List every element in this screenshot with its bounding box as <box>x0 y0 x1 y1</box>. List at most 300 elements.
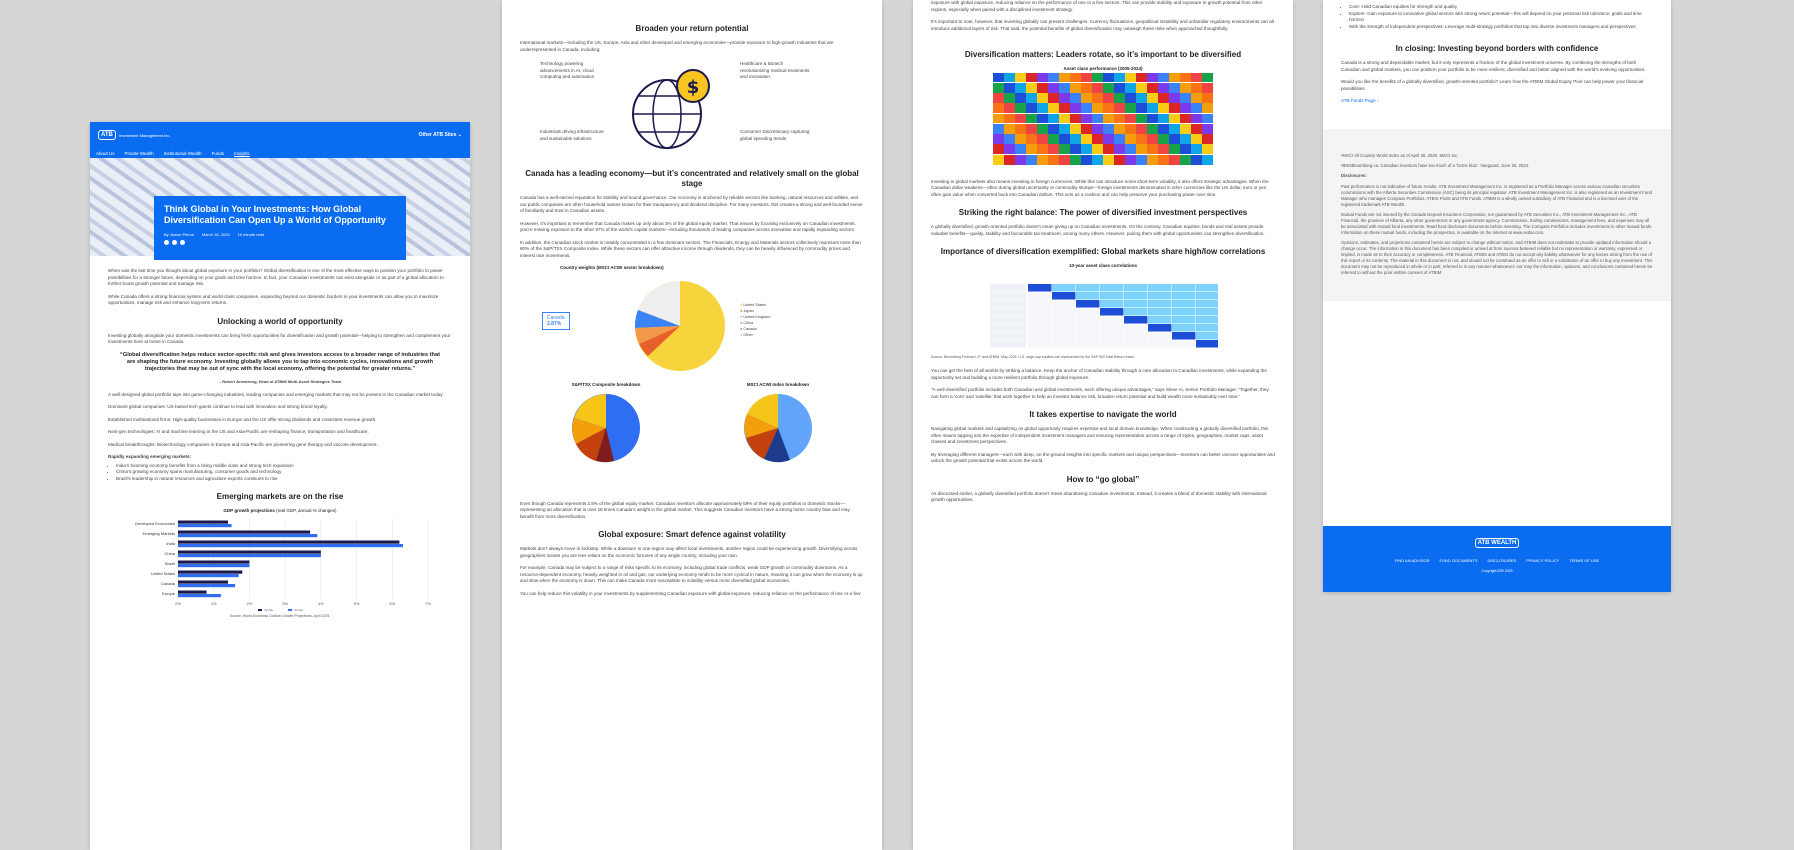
correlation-cell <box>1148 308 1172 316</box>
heatmap-cell <box>1026 155 1037 165</box>
nav-about[interactable]: About Us <box>96 150 115 156</box>
correlation-cell <box>1124 332 1148 340</box>
heading-emerging: Emerging markets are on the rise <box>216 492 344 502</box>
heatmap-cell <box>1081 103 1092 113</box>
heatmap-cell <box>1158 103 1169 113</box>
pull-quote: “Global diversification helps reduce sector-specific risk and gives investors access to a broader range of industries that are shaping the future economy. Investing globally allows you to tap into economic cycles, innovations and growth trajectories that may be out of sync with the local economy, offering the potential for greater returns.” <box>120 351 440 372</box>
article-page-3 <box>913 0 1293 850</box>
heatmap-cell <box>1037 155 1048 165</box>
heatmap-cell <box>1004 155 1015 165</box>
list-intro: A well-designed global portfolio taps into game-changing industries, leading companies and emerging markets that may not be present in the Canadian market today: <box>108 391 444 397</box>
heatmap-cell <box>1037 93 1048 103</box>
correlation-cell <box>1076 324 1100 332</box>
hero-card <box>154 196 406 260</box>
correlation-cell <box>1100 292 1124 300</box>
heatmap-cell <box>1070 134 1081 144</box>
heatmap-cell <box>1015 83 1026 93</box>
row-label-cell <box>990 284 1026 292</box>
heatmap-cell <box>1015 144 1026 154</box>
heatmap-cell <box>1169 124 1180 134</box>
heatmap-cell <box>1202 73 1213 83</box>
correlation-cell <box>1148 316 1172 324</box>
heatmap-cell <box>1092 155 1103 165</box>
country-weights-title: Country weights (MSCI ACWI sector breakdown) <box>560 265 664 270</box>
legend-swatch: ● <box>740 308 743 313</box>
heatmap-cell <box>1180 114 1191 124</box>
correlation-cell <box>1172 300 1196 308</box>
bar-2025 <box>178 590 207 593</box>
footer-logo[interactable] <box>1323 538 1671 548</box>
heatmap-cell <box>1092 134 1103 144</box>
other-sites-label: Other ATB Sites <box>418 132 457 138</box>
correlation-cell <box>1076 340 1100 348</box>
heatmap-cell <box>1125 124 1136 134</box>
heatmap-cell <box>1081 73 1092 83</box>
canada-callout <box>542 312 570 330</box>
heatmap-cell <box>1026 134 1037 144</box>
correlation-cell <box>1172 316 1196 324</box>
correlation-cell <box>1076 308 1100 316</box>
nav-insights[interactable]: Insights <box>234 150 250 156</box>
heatmap-cell <box>1004 83 1015 93</box>
balance-paragraph: A globally diversified, growth-oriented portfolio doesn’t mean giving up on Canadian investments. On the contrary, Canadian equities, bonds and real assets provide valuable benefits—quality, stability and favourable tax treatment, among many others. However, pairing them with global opportunities can strengthen diversification. <box>931 224 1265 236</box>
heading-diversification: Diversification matters: Leaders rotate, so it’s important to be diversified <box>964 50 1242 59</box>
row-label-cell <box>990 300 1026 308</box>
row-label-cell <box>990 340 1026 348</box>
emerging-list-label: Rapidly expanding emerging markets: <box>108 454 192 460</box>
heatmap-cell <box>993 83 1004 93</box>
heatmap-cell <box>1147 144 1158 154</box>
globe-dollar-icon <box>625 64 725 154</box>
mix-paragraph-2: “A well-diversified portfolio includes both Canadian and global investments, each offering unique advantages,” says Steve Ai, Senior Portfolio Manager. “Together, they can form a ‘core’ and ‘satellite’ that work together to help an investor balance risk, broaden return potential and build wealth more sustainably over time.” <box>931 387 1269 399</box>
expertise-paragraph-2: By leveraging different managers—each with deep, on-the-ground insights into specific markets and unique perspectives—investors can better uncover opportunities and unlock the growth potential that exists across the world. <box>931 451 1275 463</box>
article-title: Think Global in Your Investments: How Global Diversification Can Open Up a World of Opportunity <box>164 204 386 225</box>
global-paragraph-2: For example, Canada may be subject to a range of risks specific to its economy, including global trade conflicts, weak GDP growth or commodity downturns. As a resource-dependent economy, heavily weighted in oil and gas, our underlying economy tends to be more cyclical in nature, meaning it can grow when the economy is up and slow when the economy is down. This can make Canada more susceptible to volatility versus more diversified global economies. <box>520 565 863 583</box>
heatmap-cell <box>1048 155 1059 165</box>
sptsx-pie-chart <box>566 388 646 468</box>
page3-body <box>913 0 1293 504</box>
copyright: Copyright ATB 2025 <box>1481 569 1513 573</box>
bar-2026 <box>178 554 321 557</box>
msci-pie-chart <box>738 388 818 468</box>
heatmap-cell <box>1202 124 1213 134</box>
legend-item: ● Japan <box>740 308 754 313</box>
heatmap-cell <box>1081 134 1092 144</box>
heatmap-cell <box>1015 103 1026 113</box>
correlation-cell <box>1100 316 1124 324</box>
correlation-cell <box>1028 308 1052 316</box>
social-share <box>164 240 396 245</box>
heatmap-cell <box>1158 114 1169 124</box>
heatmap-cell <box>1070 124 1081 134</box>
correlation-cell <box>1148 324 1172 332</box>
correlation-cell <box>1148 300 1172 308</box>
unlock-paragraph: Investing globally alongside your domestic investments can bring fresh opportunities for diversification and growth potential—helping to strengthen and complement your investments here at home in Canada. <box>108 332 451 344</box>
heatmap-cell <box>1059 114 1070 124</box>
bullet-medical: Medical breakthroughs: Biotechnology companies in Europe and Asia-Pacific are pioneering gene therapy and vaccine development. <box>108 441 378 447</box>
correlation-cell <box>1052 340 1076 348</box>
heatmap-cell <box>1081 144 1092 154</box>
heatmap-cell <box>1114 144 1125 154</box>
correlation-cell <box>1052 316 1076 324</box>
article-page-1 <box>90 122 470 850</box>
heatmap-cell <box>1004 93 1015 103</box>
heatmap-cell <box>1125 114 1136 124</box>
heatmap-cell <box>1081 114 1092 124</box>
atb-logo[interactable] <box>98 130 170 140</box>
correlation-cell <box>1028 324 1052 332</box>
legend-swatch: ● <box>740 326 743 331</box>
correlation-cell <box>1028 316 1052 324</box>
correlation-cell <box>1196 316 1218 324</box>
heatmap-cell <box>1202 144 1213 154</box>
heatmap-cell <box>1048 124 1059 134</box>
p3-top-paragraph-2: It’s important to note, however, that investing globally can present challenges. Currency fluctuations, geopolitical instability and unfamiliar regulatory environments can all introduce additional layers of risk. That said, the potential benefits of global diversification may outweigh these risks when approached thoughtfully. <box>931 19 1274 31</box>
msci-pie <box>738 382 818 471</box>
heatmap-cell <box>1004 144 1015 154</box>
heatmap-cell <box>1147 93 1158 103</box>
legend-swatch <box>288 609 292 611</box>
heatmap-cell <box>1136 114 1147 124</box>
heatmap-cell <box>1114 134 1125 144</box>
category-label: China <box>164 550 175 556</box>
heatmap-cell <box>1158 155 1169 165</box>
heatmap-cell <box>1103 103 1114 113</box>
correlation-cell <box>1028 300 1052 308</box>
heatmap-cell <box>1026 83 1037 93</box>
bar-2025 <box>178 530 310 533</box>
mix-paragraph-1: You can get the best of all worlds by striking a balance. Keep the anchor of Canadian stability through a core allocation to Canadian investments, while expanding the opportunity set and building a more resilient portfolio through global exposure. <box>931 368 1267 380</box>
x-tick-label: 7% <box>425 600 431 606</box>
heatmap-cell <box>1191 103 1202 113</box>
list-item: • India’s booming economy benefits from a rising middle class and strong tech expansion <box>116 463 452 470</box>
list-item: • China’s growing economy spans manufacturing, consumer goods and technology <box>116 469 452 476</box>
heatmap-cell <box>1059 73 1070 83</box>
heatmap-cell <box>1191 114 1202 124</box>
legend-item: ● United Kingdom <box>740 314 771 319</box>
quote-attribution: – Robert Armstrong, Head of ATBIM Multi-Asset Strategies Team <box>218 379 342 385</box>
legend-item: ● Other <box>740 332 753 337</box>
heatmap-cell <box>1059 144 1070 154</box>
sector-graphic <box>520 59 864 159</box>
legend-label: 2026 <box>294 607 303 611</box>
heatmap-cell <box>1015 73 1026 83</box>
bar-2026 <box>178 584 235 587</box>
country-pie-area <box>520 272 864 382</box>
row-label-cell <box>990 316 1026 324</box>
heatmap-cell <box>993 124 1004 134</box>
p3-top-paragraph: exposure with global exposure, reducing reliance on the performance of one or a few sectors. This can provide stability and exposure to growth potential from other regions, especially when paired with a disciplined investment strategy. <box>931 0 1263 12</box>
correlation-cell <box>1172 292 1196 300</box>
heatmap-cell <box>1114 124 1125 134</box>
date: March 18, 2025 <box>201 232 230 237</box>
heatmap-cell <box>1026 124 1037 134</box>
correlation-cell <box>1100 332 1124 340</box>
msci-title: MSCI ACWI Index breakdown <box>746 381 810 387</box>
site-footer <box>1323 526 1671 592</box>
heatmap-cell <box>1037 114 1048 124</box>
bar-2026 <box>178 544 403 547</box>
heatmap-cell <box>1202 93 1213 103</box>
row-label-cell <box>990 332 1026 340</box>
heatmap-cell <box>993 144 1004 154</box>
sector-industrials: Industrials driving infrastructure and sustainable solutions <box>540 129 604 141</box>
heatmap-cell <box>1202 155 1213 165</box>
page2-body <box>502 0 882 597</box>
legend-item: ● United States <box>740 302 767 307</box>
heatmap-cell <box>1180 144 1191 154</box>
heatmap-cell <box>1158 134 1169 144</box>
canada-callout-value: 2.87% <box>547 320 562 327</box>
correlation-cell <box>1028 332 1052 340</box>
heatmap-cell <box>1037 103 1048 113</box>
heatmap-cell <box>1004 134 1015 144</box>
heatmap-cell <box>1070 155 1081 165</box>
correlation-cell <box>1148 284 1172 292</box>
heatmap-cell <box>1180 134 1191 144</box>
heatmap-cell <box>1147 155 1158 165</box>
heatmap-cell <box>1191 134 1202 144</box>
bullet-nextgen: Next-gen technologies: AI and machine learning in the US and Asia-Pacific are reshaping finance, transportation and healthcare. <box>108 429 369 435</box>
twitter-icon[interactable] <box>164 240 169 245</box>
correlation-cell <box>1196 324 1218 332</box>
heatmap-cell <box>1169 114 1180 124</box>
logo-mark: ATB <box>98 130 116 140</box>
heatmap-cell <box>1092 83 1103 93</box>
heatmap-cell <box>1114 103 1125 113</box>
heading-canada: Canada has a leading economy—but it’s concentrated and relatively small on the global stage <box>525 169 859 188</box>
correlation-cell <box>1100 340 1124 348</box>
correlation-cell <box>1124 324 1148 332</box>
heatmap-cell <box>1180 124 1191 134</box>
heatmap-cell <box>1136 73 1147 83</box>
sptsx-pie <box>566 382 646 471</box>
heading-closing: In closing: Investing beyond borders with confidence <box>1395 44 1599 53</box>
footer-links <box>1323 558 1671 563</box>
svg-text:$: $ <box>686 77 700 98</box>
heatmap-cell <box>1180 93 1191 103</box>
footer-link-terms[interactable]: TERMS OF USE <box>1569 558 1600 563</box>
heatmap-cell <box>1125 144 1136 154</box>
footer-link-disclosures[interactable]: DISCLOSURES <box>1487 558 1517 563</box>
heatmap-cell <box>1202 83 1213 93</box>
disclosure-2: Mutual Funds are not insured by the Canada Deposit Insurance Corporation, nor guaranteed by ATB Securities Inc., ATB Investment Management Inc., ATB Financial, the province of Alberta, any other government or any government agency. Commissions, trailing commissions, management fees, and expenses may all be associated with mutual fund investments. Read fund disclosure documents before investing. The Compass Portfolios includes investments in other mutual funds. Information on these mutual funds, including the prospectus, is available on the internet at www.sedar.com. <box>1341 211 1653 235</box>
heatmap-cell <box>1114 83 1125 93</box>
heatmap-cell <box>1048 144 1059 154</box>
footer-link-advisor[interactable]: FIND AN ADVISOR <box>1394 558 1430 563</box>
category-label: United States <box>150 570 175 576</box>
sector-consumer: Consumer Discretionary capturing global spending trends <box>740 129 810 141</box>
author: By: Aaron Pierce <box>164 232 194 237</box>
heatmap-cell <box>1037 73 1048 83</box>
correlation-cell <box>1028 292 1052 300</box>
heatmap-cell <box>1136 144 1147 154</box>
nav-private-wealth[interactable]: Private Wealth <box>124 150 154 156</box>
heatmap-cell <box>1191 144 1202 154</box>
heatmap-cell <box>1048 114 1059 124</box>
heatmap-cell <box>1081 83 1092 93</box>
correlation-cell <box>1052 292 1076 300</box>
nav-institutional[interactable]: Institutional Wealth <box>163 150 202 156</box>
heatmap-cell <box>1081 155 1092 165</box>
correlation-cell <box>1052 308 1076 316</box>
category-label: Canada <box>160 580 175 586</box>
page4-body <box>1323 0 1671 105</box>
heatmap-cell <box>1015 134 1026 144</box>
heatmap-cell <box>1059 124 1070 134</box>
heatmap-cell <box>1015 114 1026 124</box>
sptsx-title: S&P/TSX Composite breakdown <box>571 381 641 387</box>
legend-swatch <box>258 609 262 611</box>
heatmap-cell <box>1147 114 1158 124</box>
bar-2025 <box>178 550 321 553</box>
heatmap-cell <box>1147 134 1158 144</box>
correlation-cell <box>1052 324 1076 332</box>
correlation-cell <box>1076 316 1100 324</box>
heatmap-cell <box>1015 124 1026 134</box>
heatmap-cell <box>1070 103 1081 113</box>
x-tick-label: 2% <box>246 600 253 606</box>
gdp-bar-chart <box>108 515 452 611</box>
article-body <box>90 256 470 620</box>
main-nav <box>90 148 470 158</box>
bar-2025 <box>178 580 228 583</box>
heatmap-cell <box>1191 124 1202 134</box>
article-page-4 <box>1323 0 1671 592</box>
correlation-cell <box>1172 332 1196 340</box>
other-sites-dropdown[interactable] <box>419 132 462 138</box>
correlation-cell <box>1148 340 1172 348</box>
heatmap-cell <box>1037 124 1048 134</box>
heatmap-cell <box>1070 93 1081 103</box>
heatmap-cell <box>1070 83 1081 93</box>
correlation-cell <box>1196 292 1218 300</box>
heatmap-cell <box>1103 83 1114 93</box>
currency-paragraph: Investing in global markets also means investing in foreign currencies. While this can introduce some short-term volatility, it also offers strategic advantages. When the Canadian dollar weakens—often during global uncertainty or commodity slumps—foreign investments denominated in other currencies like the US dollar, euro or yen often gain value when converted back into Canadian dollars. This acts as a cushion and can help preserve your purchasing power over time. <box>931 178 1269 197</box>
broaden-paragraph: International markets—including the US, Europe, Asia and other developed and emerging economies—provide exposure to high-growth industries that are underrepresented in Canada, including: <box>520 40 834 52</box>
heatmap-cell <box>1037 144 1048 154</box>
logo-subtext: Investment Management Inc. <box>118 132 171 138</box>
bar-2026 <box>178 574 239 577</box>
heatmap-cell <box>1092 103 1103 113</box>
heatmap-cell <box>1136 124 1147 134</box>
heading-expertise: It takes expertise to navigate the world <box>1029 410 1177 419</box>
legend-item: ● Canada <box>740 326 757 331</box>
heatmap-cell <box>1114 114 1125 124</box>
linkedin-icon[interactable] <box>172 240 177 245</box>
list-item: • Brazil’s leadership in natural resources and agriculture exports continues to rise <box>116 476 452 483</box>
heatmap-cell <box>1169 93 1180 103</box>
index-pies <box>520 382 864 471</box>
heatmap-cell <box>1169 134 1180 144</box>
heatmap-cell <box>1070 114 1081 124</box>
heatmap-cell <box>1081 93 1092 103</box>
category-label: Emerging Markets <box>142 530 175 536</box>
intro-paragraph: When was the last time you thought about global exposure in your portfolio? Global diversification is one of the most effective ways to position your portfolio to power possibilities for a stronger future, depending on your goals and time horizon. In fact, your Canadian investments can exist alongside or as part of a global allocation to further boost growth potential and manage risk. <box>108 268 444 286</box>
closing-paragraph-2: Would you like the benefits of a globally diversified, growth-oriented portfolio? Learn how the ATBIM Global Equity Pool can help power your financial possibilities. <box>1341 79 1644 91</box>
global-paragraph-3: You can help reduce this volatility in your investments by supplementing Canadian exposure with global exposure, reducing reliance on the performance of one or a few <box>520 590 861 596</box>
heatmap-cell <box>1059 134 1070 144</box>
row-label-cell <box>990 308 1026 316</box>
heatmap-cell <box>1114 93 1125 103</box>
heatmap-cell <box>1048 93 1059 103</box>
correlation-cell <box>1172 324 1196 332</box>
heatmap-cell <box>1103 134 1114 144</box>
sector-health: Healthcare & Biotech revolutionizing medical treatments and innovation <box>740 61 810 79</box>
heatmap-cell <box>1191 155 1202 165</box>
correlation-cell <box>1028 340 1052 348</box>
x-tick-label: 0% <box>175 600 181 606</box>
country-legend <box>740 302 770 338</box>
correlation-cell <box>1148 332 1172 340</box>
heatmap-cell <box>1158 124 1169 134</box>
correlation-cell <box>1172 308 1196 316</box>
correlation-cell <box>1124 284 1148 292</box>
correlation-cell <box>1172 284 1196 292</box>
heatmap-cell <box>1070 73 1081 83</box>
x-tick-label: 3% <box>282 600 289 606</box>
correlation-cell <box>1196 308 1218 316</box>
heatmap-cell <box>1191 93 1202 103</box>
gdp-title: GDP growth projections <box>223 508 275 514</box>
heatmap-cell <box>1070 144 1081 154</box>
footer-link-privacy[interactable]: PRIVACY POLICY <box>1526 558 1560 563</box>
heatmap-cell <box>1136 93 1147 103</box>
nav-funds[interactable]: Funds <box>211 150 225 156</box>
heatmap-cell <box>1180 103 1191 113</box>
canada-callout-label: Canada <box>547 314 565 321</box>
canada-paragraph-1: Canada has a well-earned reputation for stability and sound governance. Our economy is anchored by reliable sectors like banking, natural resources and utilities, and our public companies are often household names known for their transparency and dividend discipline. For many investors, this creates a strong and well-founded sense of familiarity and trust in Canadian assets. <box>520 195 863 213</box>
legend-swatch: ● <box>740 320 743 325</box>
heatmap-cell <box>1103 155 1114 165</box>
footer-link-fund-docs[interactable]: FUND DOCUMENTS <box>1439 558 1478 563</box>
chevron-right-icon: › <box>1376 98 1379 103</box>
correlation-cell <box>1196 284 1218 292</box>
legend-swatch: ● <box>740 314 743 319</box>
correlation-matrix <box>988 272 1218 352</box>
heatmap-cell <box>1202 103 1213 113</box>
list-item: • With the strength of independent perspectives: Leverage multi-strategy portfolios that tap into diverse investment managers and perspectives <box>1349 24 1653 31</box>
facebook-icon[interactable] <box>180 240 185 245</box>
footer-brand: ATB WEALTH <box>1475 538 1520 548</box>
correlation-cell <box>1196 300 1218 308</box>
read-time: 10 minute read <box>237 232 265 237</box>
gdp-subtitle: (real GDP, annual % changes) <box>276 508 337 514</box>
gdp-source: Source: World Economic Outlook Growth Projections, April 2025. <box>229 614 331 619</box>
heatmap-cell <box>1191 73 1202 83</box>
heatmap-cell <box>1136 155 1147 165</box>
country-pie-chart <box>630 276 730 376</box>
heatmap-cell <box>1092 73 1103 83</box>
correlation-title: 10-year asset class correlations <box>1068 263 1138 268</box>
correlation-cell <box>1100 324 1124 332</box>
funds-page-link[interactable] <box>1341 98 1653 105</box>
legend-swatch: ● <box>740 302 743 307</box>
strategy-list <box>1341 4 1653 30</box>
heatmap-cell <box>1158 73 1169 83</box>
legend-label: 2025 <box>264 607 273 611</box>
funds-link-label: ATB Funds Page <box>1341 98 1376 103</box>
heatmap-cell <box>1004 124 1015 134</box>
heatmap-cell <box>993 114 1004 124</box>
heatmap-cell <box>1092 124 1103 134</box>
emerging-list <box>108 463 452 483</box>
bar-2026 <box>178 594 221 597</box>
heatmap-cell <box>1158 144 1169 154</box>
heatmap-cell <box>1026 73 1037 83</box>
article-meta <box>164 232 396 237</box>
heatmap-cell <box>1169 73 1180 83</box>
